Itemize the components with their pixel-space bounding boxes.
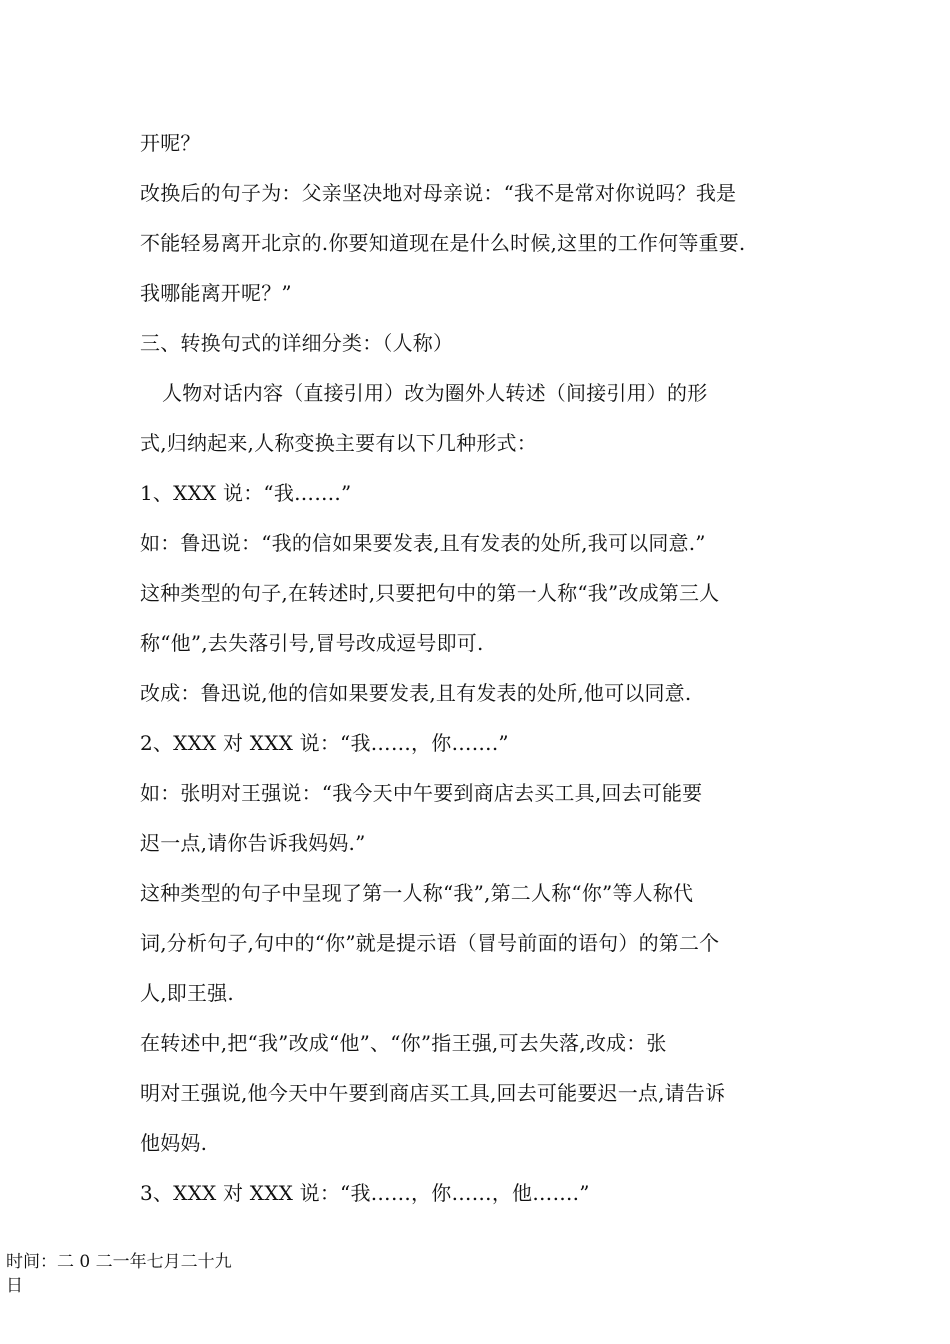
list-item-heading: 1、XXX 说：“我…….” <box>140 481 352 505</box>
text-line: 不能轻易离开北京的.你要知道现在是什么时候,这里的工作何等重要. <box>140 231 746 255</box>
text-line: 人物对话内容（直接引用）改为圈外人转述（间接引用）的形 <box>162 381 708 405</box>
text-line: 改成：鲁迅说,他的信如果要发表,且有发表的处所,他可以同意. <box>140 681 692 705</box>
footer-date-line: 时间：二 0 二一年七月二十九 <box>6 1252 232 1272</box>
section-heading: 三、转换句式的详细分类：（人称） <box>140 331 454 355</box>
footer-date <box>6 1250 266 1298</box>
text-line: 式,归纳起来,人称变换主要有以下几种形式： <box>140 431 537 455</box>
text-line: 我哪能离开呢？” <box>140 281 292 305</box>
text-line: 人,即王强. <box>140 981 234 1005</box>
text-line: 这种类型的句子,在转述时,只要把句中的第一人称“我”改成第三人 <box>140 581 720 605</box>
text-line: 称“他”,去失落引号,冒号改成逗号即可. <box>140 631 484 655</box>
text-line: 他妈妈. <box>140 1131 208 1155</box>
list-item-heading: 3、XXX 对 XXX 说：“我……，你……，他…….” <box>140 1181 590 1205</box>
text-line: 如：鲁迅说：“我的信如果要发表,且有发表的处所,我可以同意.” <box>140 531 706 555</box>
footer-date-line: 日 <box>6 1276 23 1296</box>
text-line: 明对王强说,他今天中午要到商店买工具,回去可能要迟一点,请告诉 <box>140 1081 726 1105</box>
text-line: 开呢？ <box>140 131 201 155</box>
document-body <box>140 118 830 1218</box>
text-line: 在转述中,把“我”改成“他”、“你”指王强,可去失落,改成：张 <box>140 1031 667 1055</box>
text-line: 词,分析句子,句中的“你”就是提示语（冒号前面的语句）的第二个 <box>140 931 720 955</box>
list-item-heading: 2、XXX 对 XXX 说：“我……，你…….” <box>140 731 509 755</box>
text-line: 迟一点,请你告诉我妈妈.” <box>140 831 366 855</box>
text-line: 这种类型的句子中呈现了第一人称“我”,第二人称“你”等人称代 <box>140 881 694 905</box>
text-line: 改换后的句子为：父亲坚决地对母亲说：“我不是常对你说吗？我是 <box>140 181 737 205</box>
text-line: 如：张明对王强说：“我今天中午要到商店去买工具,回去可能要 <box>140 781 703 805</box>
